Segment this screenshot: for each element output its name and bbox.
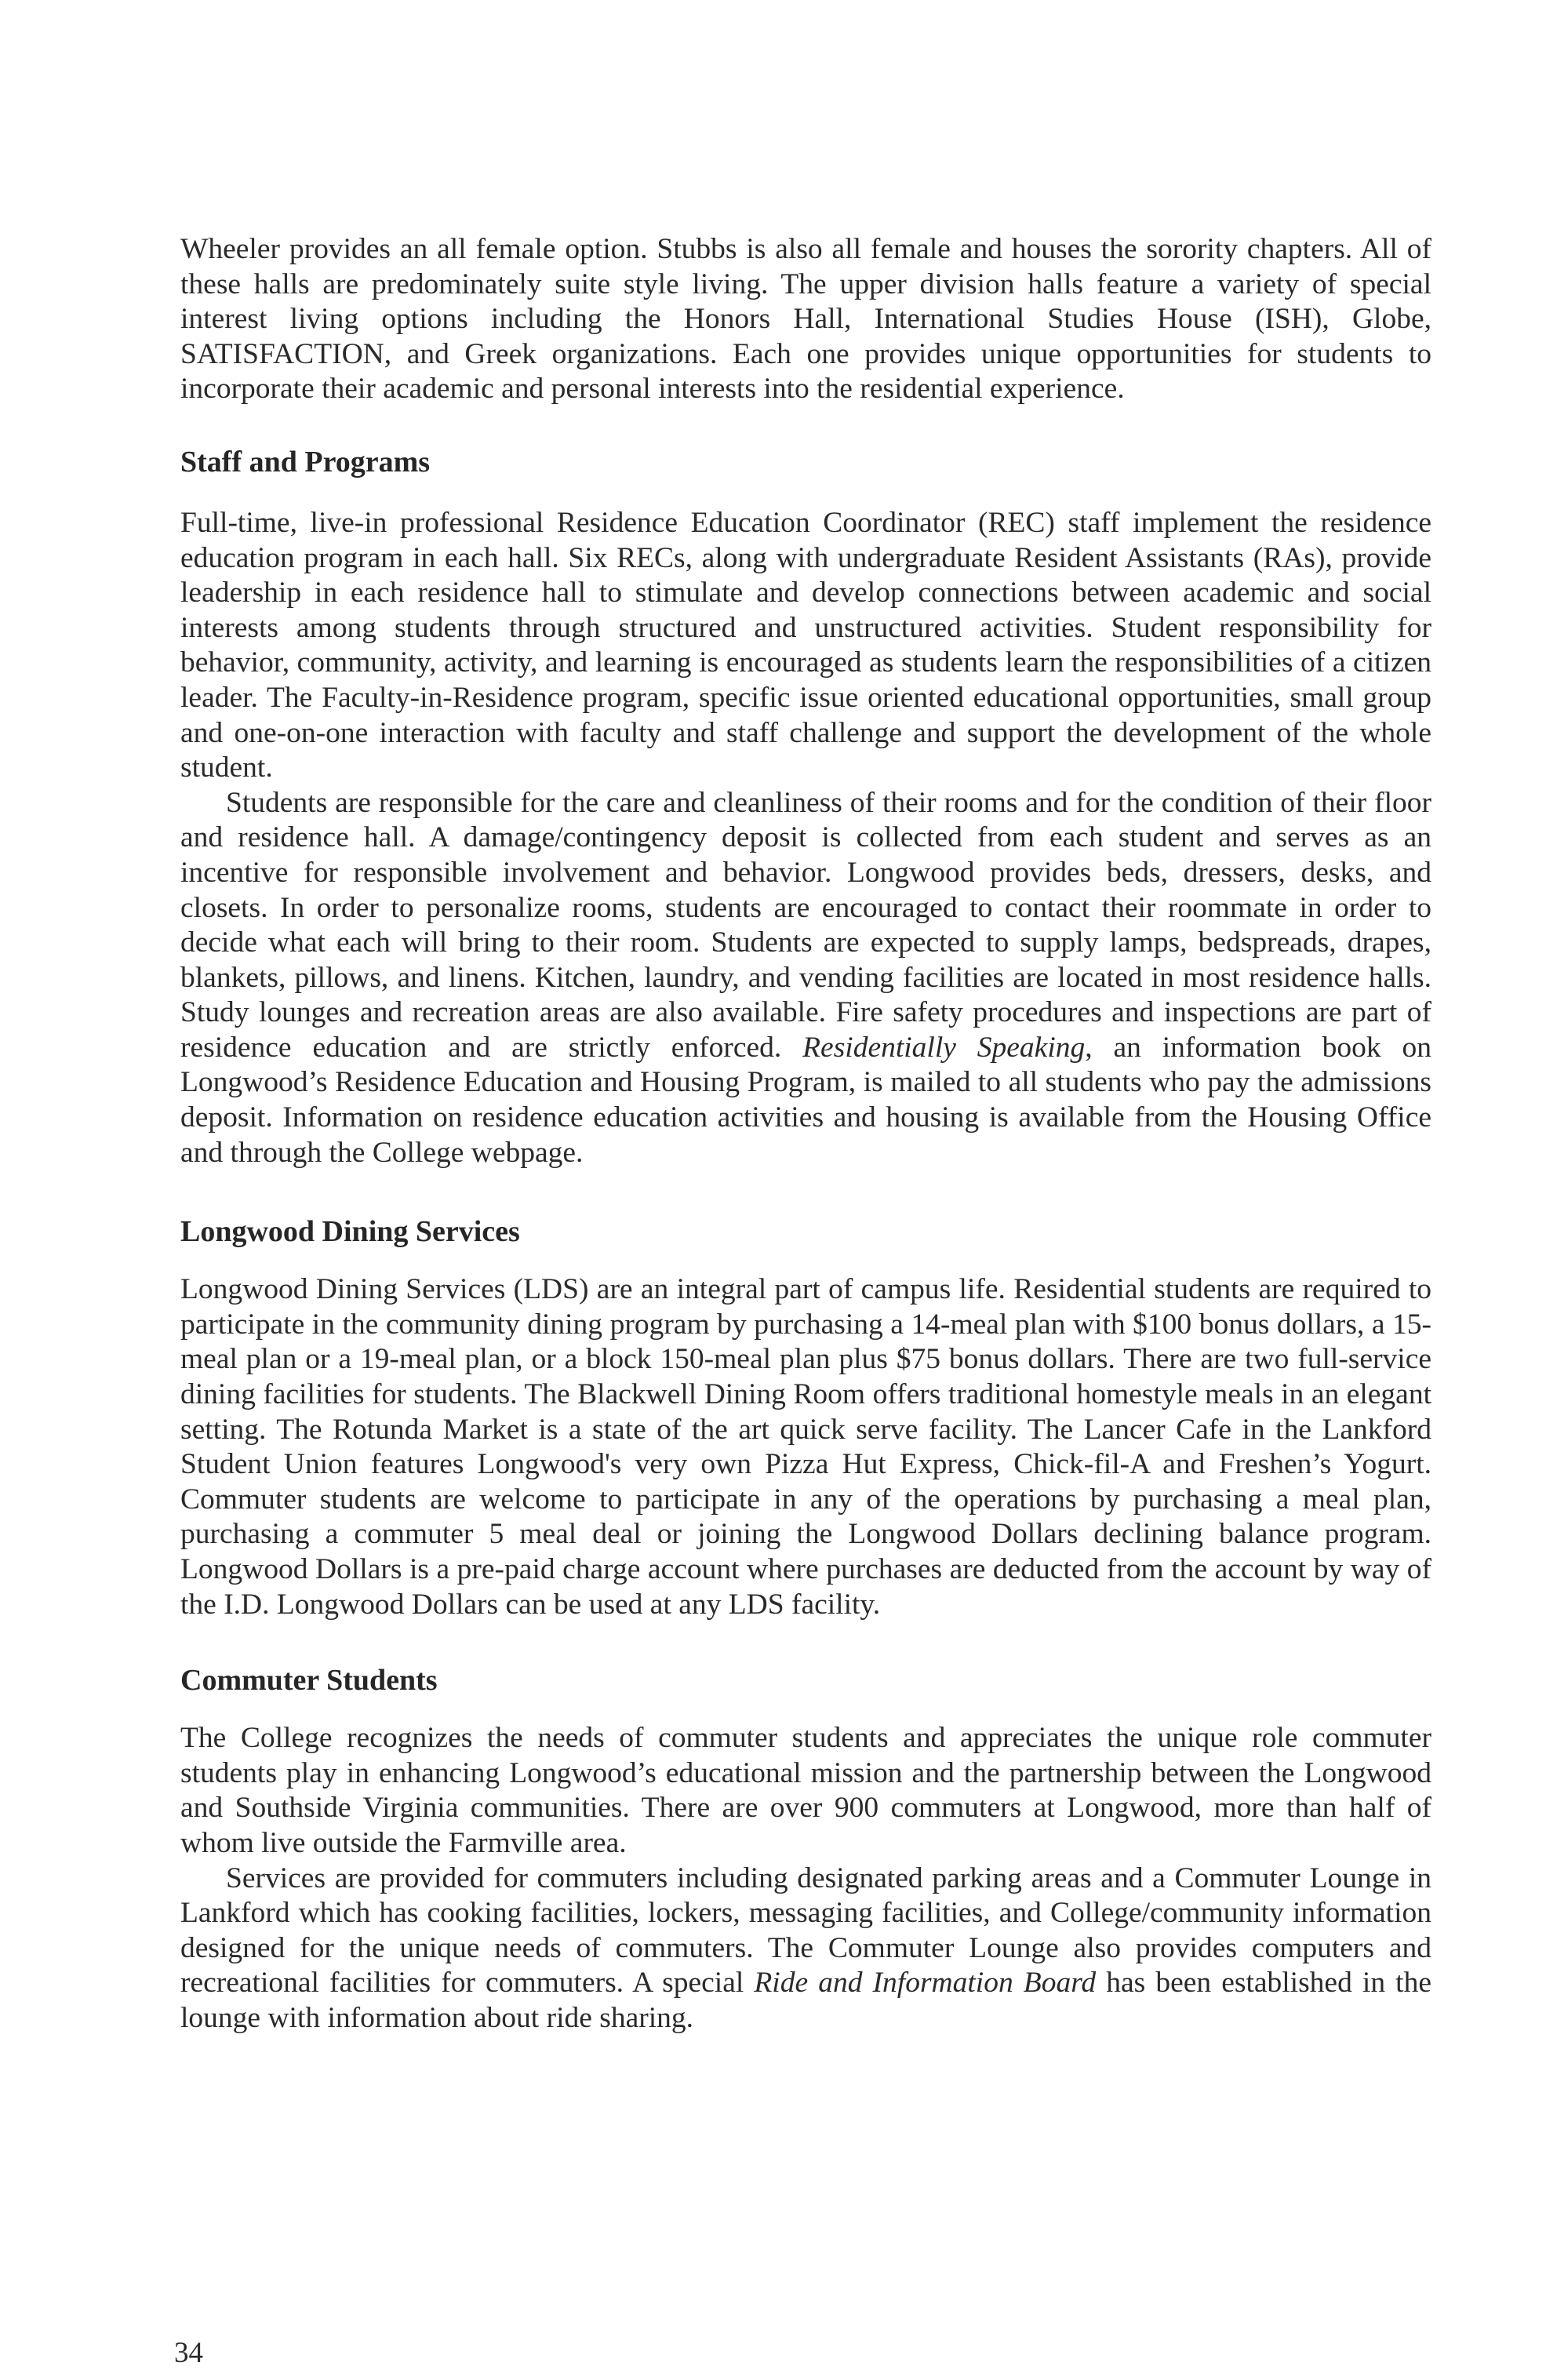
commuter-paragraph-2-text-a: Services are provided for commuters including designated parking areas and a Commuter Lounge in Lankford which has cooking facilities, lockers, messaging facilities, and College/community information designed for the unique needs of commuters. The Commuter Lounge also provides computers and recreational facilities for commuters. A special: [180, 1861, 1431, 2000]
ride-and-information-board-title: Ride and Information Board: [754, 1967, 1097, 2000]
heading-commuter-students: Commuter Students: [180, 1664, 438, 1698]
dining-paragraph: Longwood Dining Services (LDS) are an integral part of campus life. Residential students are required to participate in the community dining program by purchasing a 14-meal plan with $100 bonus dollars, a 15-meal plan or a 19-meal plan, or a block 150-meal plan plus $75 bonus dollars. There are two full-service dining facilities for students. The Blackwell Dining Room offers traditional homestyle meals in an elegant setting. The Rotunda Market is a state of the art quick serve facility. The Lancer Cafe in the Lankford Student Union features Longwood's very own Pizza Hut Express, Chick-fil-A and Freshen’s Yogurt. Commuter students are welcome to participate in any of the operations by purchasing a meal plan, purchasing a commuter 5 meal deal or joining the Longwood Dollars declining balance program. Longwood Dollars is a pre-paid charge account where purchases are deducted from the account by way of the I.D. Longwood Dollars can be used at any LDS facility.: [180, 1273, 1431, 1621]
staff-paragraph-2-text-a: Students are responsible for the care and cleanliness of their rooms and for the condition of their floor and residence hall. A damage/contingency deposit is collected from each student and serves as an incentive for responsible involvement and behavior. Longwood provides beds, dressers, desks, and closets. In order to personalize rooms, students are encouraged to contact their roommate in order to decide what each will bring to their room. Students are expected to supply lamps, bedspreads, drapes, blankets, pillows, and linens. Kitchen, laundry, and vending facilities are located in most residence halls. Study lounges and recreation areas are also available. Fire safety procedures and inspections are part of residence education and are strictly enforced.: [180, 786, 1431, 1064]
heading-longwood-dining-services: Longwood Dining Services: [180, 1215, 520, 1249]
commuter-paragraph-1: The College recognizes the needs of commuter students and appreciates the unique role commuter students play in enhancing Longwood’s educational mission and the partnership between the Longwood and Southside Virginia communities. There are over 900 commuters at Longwood, more than half of whom live outside the Farmville area.: [180, 1722, 1431, 1859]
staff-paragraph-1: Full-time, live-in professional Residence Education Coordinator (REC) staff implement the residence education program in each hall. Six RECs, along with undergraduate Resident Assistants (RAs), provide leadership in each residence hall to stimulate and develop connections between academic and social interests among students through structured and unstructured activities. Student responsibility for behavior, community, activity, and learning is encouraged as students learn the responsibilities of a citizen leader. The Faculty-in-Residence program, specific issue oriented educational opportunities, small group and one-on-one interaction with faculty and staff challenge and support the development of the whole student.: [180, 506, 1431, 784]
commuter-paragraph-2-text-b: has been established in the lounge with information about ride sharing.: [180, 1967, 1431, 2034]
commuter-paragraph-2: [180, 1861, 1431, 2036]
page-content: [180, 232, 1431, 2036]
staff-paragraph-2: [180, 786, 1431, 1171]
publication-title-residentially-speaking: Residentially Speaking: [802, 1031, 1086, 1064]
page-number: 34: [174, 2337, 203, 2369]
staff-paragraph-2-text-b: , an information book on Longwood’s Residence Education and Housing Program, is mailed to all students who pay the admissions deposit. Information on residence education activities and housing is available from the Housing Office and through the College webpage.: [180, 1031, 1432, 1169]
intro-paragraph: Wheeler provides an all female option. Stubbs is also all female and houses the sorority chapters. All of these halls are predominately suite style living. The upper division halls feature a variety of special interest living options including the Honors Hall, International Studies House (ISH), Globe, SATISFACTION, and Greek organizations. Each one provides unique opportunities for students to incorporate their academic and personal interests into the residential experience.: [180, 233, 1431, 406]
heading-staff-and-programs: Staff and Programs: [180, 445, 431, 479]
